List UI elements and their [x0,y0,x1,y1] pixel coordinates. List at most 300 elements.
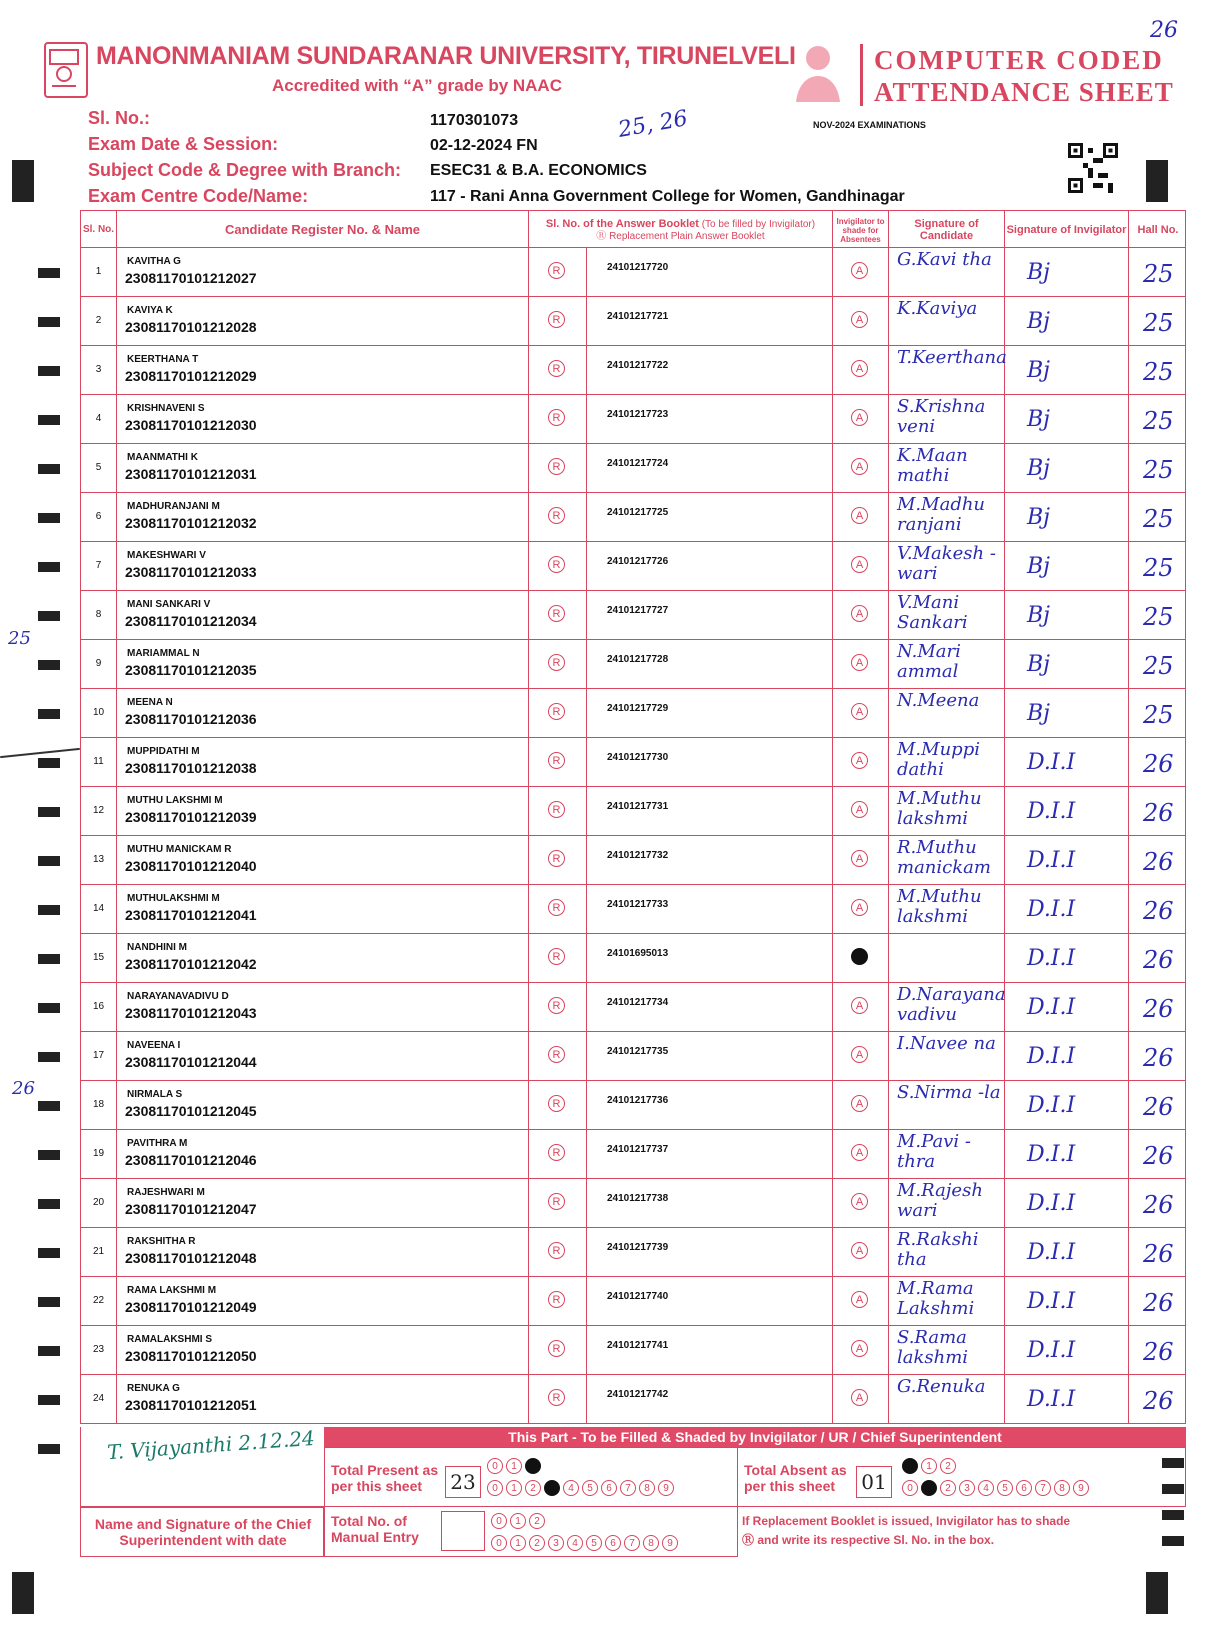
absent-bubble[interactable]: A [851,311,868,328]
total-absent-value: 01 [856,1466,892,1498]
row-hall [1129,248,1187,296]
total-absent-label: Total Absent as per this sheet [744,1462,847,1494]
replacement-bubble[interactable]: R [548,703,565,720]
row-sl: 16 [81,983,117,1031]
register-no: 23081170101212040 [125,858,257,874]
register-no: 23081170101212046 [125,1152,257,1168]
row-replacement [529,542,587,590]
replacement-bubble[interactable]: R [548,850,565,867]
candidate-signature: M.Muthu lakshmi [897,788,982,829]
row-absent [833,983,889,1031]
row-booklet [587,934,833,982]
digit-bubble[interactable]: 1 [510,1513,526,1529]
row-candidate [117,934,529,982]
booklet-no: 24101217725 [607,507,669,518]
row-inv-sig [1005,444,1129,492]
field-value-subject: ESEC31 & B.A. ECONOMICS [430,162,647,179]
digit-bubble[interactable]: 2 [940,1458,956,1474]
manual-units-bubbles [491,1533,681,1551]
register-no: 23081170101212036 [125,711,257,727]
row-absent [833,248,889,296]
hall-no: 26 [1143,1191,1174,1219]
row-candidate [117,640,529,688]
replacement-bubble[interactable]: R [548,1046,565,1063]
table-row [80,493,1186,542]
replacement-bubble[interactable]: R [548,997,565,1014]
candidate-signature: D.Narayana vadivu [897,984,1006,1025]
row-inv-sig [1005,1179,1129,1227]
digit-bubble[interactable]: 5 [997,1480,1013,1496]
row-sl: 17 [81,1032,117,1080]
digit-bubble[interactable]: 9 [662,1535,678,1551]
absent-bubble[interactable]: A [851,556,868,573]
booklet-no: 24101217720 [607,262,669,273]
row-hall [1129,1277,1187,1325]
table-row [80,444,1186,493]
row-sl: 12 [81,787,117,835]
timing-mark [38,1346,60,1356]
register-no: 23081170101212042 [125,956,257,972]
absent-bubble[interactable]: A [851,899,868,916]
row-sl: 18 [81,1081,117,1129]
invigilator-signature: D.I.I [1027,848,1076,873]
row-sl: 15 [81,934,117,982]
candidate-name: MADHURANJANI M [127,501,220,512]
absent-bubble[interactable]: A [851,1095,868,1112]
digit-bubble[interactable]: 1 [506,1480,522,1496]
row-inv-sig [1005,787,1129,835]
present-tens-bubbles [487,1456,544,1474]
table-row [80,591,1186,640]
hall-no: 26 [1143,750,1174,778]
table-row [80,787,1186,836]
candidate-name: RAKSHITHA R [127,1236,196,1247]
digit-bubble[interactable]: 0 [902,1480,918,1496]
row-booklet [587,640,833,688]
row-absent [833,1228,889,1276]
digit-bubble[interactable]: 4 [567,1535,583,1551]
replacement-bubble[interactable]: R [548,1193,565,1210]
session-tag: NOV-2024 EXAMINATIONS [813,120,926,130]
replacement-bubble[interactable]: R [548,801,565,818]
row-cand-sig [889,1375,1005,1423]
absent-bubble[interactable]: A [851,1144,868,1161]
row-absent [833,395,889,443]
booklet-no: 24101217724 [607,458,669,469]
table-row [80,1081,1186,1130]
row-cand-sig [889,1032,1005,1080]
absent-tens-bubbles [902,1456,959,1474]
absent-bubble[interactable]: A [851,997,868,1014]
booklet-no: 24101217727 [607,605,669,616]
digit-bubble[interactable]: 6 [1016,1480,1032,1496]
replacement-bubble[interactable]: R [548,948,565,965]
invigilator-signature: Bj [1027,407,1050,432]
row-replacement [529,591,587,639]
row-cand-sig [889,248,1005,296]
absent-bubble[interactable]: A [851,1046,868,1063]
absent-bubble[interactable]: A [851,1291,868,1308]
row-cand-sig [889,836,1005,884]
register-no: 23081170101212043 [125,1005,257,1021]
field-label-centre: Exam Centre Code/Name: [88,186,309,206]
replacement-bubble[interactable]: R [548,752,565,769]
row-absent [833,1179,889,1227]
row-candidate [117,1179,529,1227]
row-hall [1129,836,1187,884]
digit-bubble[interactable]: 8 [639,1480,655,1496]
row-absent [833,591,889,639]
booklet-no: 24101217732 [607,850,669,861]
invigilator-signature: D.I.I [1027,1387,1076,1412]
digit-bubble[interactable]: 8 [1054,1480,1070,1496]
booklet-no: 24101217734 [607,997,669,1008]
replacement-bubble[interactable]: R [548,1291,565,1308]
row-absent [833,885,889,933]
invigilator-signature: D.I.I [1027,1289,1076,1314]
candidate-name: KRISHNAVENI S [127,403,205,414]
row-candidate [117,1277,529,1325]
row-replacement [529,1277,587,1325]
row-absent [833,1375,889,1423]
row-absent [833,542,889,590]
col-sl: Sl. No. [81,211,117,249]
absent-bubble[interactable]: A [851,1389,868,1406]
col-booklet [529,211,833,249]
timing-mark [38,562,60,572]
row-sl: 7 [81,542,117,590]
row-booklet [587,689,833,737]
row-booklet [587,1081,833,1129]
digit-bubble[interactable]: 3 [959,1480,975,1496]
row-replacement [529,689,587,737]
table-row [80,640,1186,689]
candidate-name: KAVITHA G [127,256,181,267]
replacement-bubble[interactable]: R [548,1095,565,1112]
register-no: 23081170101212034 [125,613,257,629]
replacement-bubble[interactable]: R [548,1389,565,1406]
booklet-no: 24101217721 [607,311,669,322]
row-replacement [529,1179,587,1227]
hall-no: 26 [1143,799,1174,827]
absent-bubble[interactable]: A [851,605,868,622]
row-replacement [529,346,587,394]
timing-mark [38,1395,60,1405]
invigilator-signature: D.I.I [1027,1240,1076,1265]
absent-bubble[interactable]: A [851,262,868,279]
invigilator-signature: Bj [1027,358,1050,383]
digit-bubble[interactable]: 0 [491,1535,507,1551]
register-no: 23081170101212033 [125,564,257,580]
row-sl: 19 [81,1130,117,1178]
booklet-no: 24101217737 [607,1144,669,1155]
table-row [80,738,1186,787]
absent-bubble[interactable]: A [851,507,868,524]
invigilator-signature: Bj [1027,505,1050,530]
row-inv-sig [1005,1375,1129,1423]
digit-bubble[interactable]: 3 [548,1535,564,1551]
col-booklet-title: Sl. No. of the Answer Booklet [545,217,699,230]
row-cand-sig [889,297,1005,345]
invigilator-signature: D.I.I [1027,1093,1076,1118]
row-booklet [587,1277,833,1325]
candidate-signature: K.Maan mathi [897,445,968,486]
invigilator-signature: D.I.I [1027,897,1076,922]
row-sl: 20 [81,1179,117,1227]
founder-portrait-icon [788,40,848,104]
digit-bubble[interactable]: 3 [544,1480,560,1496]
candidate-name: MUTHU MANICKAM R [127,844,232,855]
row-cand-sig [889,983,1005,1031]
timing-mark [38,415,60,425]
replacement-bubble[interactable]: R [548,507,565,524]
register-no: 23081170101212045 [125,1103,257,1119]
candidate-name: NARAYANAVADIVU D [127,991,229,1002]
row-replacement [529,1228,587,1276]
candidate-signature: S.Nirma -la [897,1082,1001,1103]
candidate-signature: G.Kavi tha [897,249,992,270]
corner-marker [12,160,34,202]
row-sl: 6 [81,493,117,541]
row-booklet [587,1179,833,1227]
absent-bubble[interactable]: A [851,458,868,475]
absent-bubble[interactable]: A [851,1340,868,1357]
absent-bubble[interactable]: A [851,752,868,769]
register-no: 23081170101212035 [125,662,257,678]
timing-mark [38,464,60,474]
row-cand-sig [889,1228,1005,1276]
digit-bubble[interactable]: 1 [506,1458,522,1474]
replacement-bubble[interactable]: R [548,1340,565,1357]
absent-bubble[interactable]: A [851,1242,868,1259]
row-inv-sig [1005,1228,1129,1276]
row-booklet [587,346,833,394]
row-hall [1129,689,1187,737]
timing-mark [1162,1510,1184,1520]
table-row [80,689,1186,738]
row-inv-sig [1005,885,1129,933]
absent-bubble[interactable]: A [851,1193,868,1210]
digit-bubble[interactable]: 0 [902,1458,918,1474]
table-row [80,395,1186,444]
qr-code-icon [1068,142,1118,194]
candidate-signature: M.Madhu ranjani [897,494,986,535]
row-inv-sig [1005,983,1129,1031]
replacement-bubble[interactable]: R [548,899,565,916]
digit-bubble[interactable]: 2 [529,1535,545,1551]
field-label-date: Exam Date & Session: [88,134,279,154]
candidate-name: RAMA LAKSHMI M [127,1285,217,1296]
row-absent [833,493,889,541]
col-booklet-sub: Replacement Plain Answer Booklet [609,230,765,242]
row-hall [1129,934,1187,982]
table-row [80,346,1186,395]
row-sl: 8 [81,591,117,639]
digit-bubble[interactable]: 1 [510,1535,526,1551]
hall-no: 26 [1143,946,1174,974]
booklet-no: 24101217731 [607,801,669,812]
table-row [80,836,1186,885]
row-absent [833,738,889,786]
digit-bubble[interactable]: 6 [601,1480,617,1496]
row-booklet [587,885,833,933]
row-cand-sig [889,591,1005,639]
table-row [80,983,1186,1032]
table-row [80,248,1186,297]
row-candidate [117,493,529,541]
table-row [80,1228,1186,1277]
timing-mark [38,317,60,327]
register-no: 23081170101212041 [125,907,257,923]
candidate-name: PAVITHRA M [127,1138,188,1149]
replacement-bubble[interactable]: R [548,605,565,622]
row-absent [833,1326,889,1374]
row-cand-sig [889,689,1005,737]
row-replacement [529,640,587,688]
row-cand-sig [889,787,1005,835]
hall-no: 25 [1143,358,1174,386]
digit-bubble[interactable]: 2 [525,1480,541,1496]
row-sl: 24 [81,1375,117,1423]
timing-mark [38,905,60,915]
replacement-bubble[interactable]: R [548,262,565,279]
hall-no: 25 [1143,456,1174,484]
margin-note-top: 25 [8,628,31,649]
digit-bubble[interactable]: 9 [1073,1480,1089,1496]
row-booklet [587,493,833,541]
absent-bubble[interactable]: A [851,409,868,426]
digit-bubble[interactable]: 7 [620,1480,636,1496]
digit-bubble[interactable]: 6 [605,1535,621,1551]
booklet-no: 24101217738 [607,1193,669,1204]
row-replacement [529,395,587,443]
chief-signature: T. Vijayanthi 2.12.24 [106,1425,316,1465]
digit-bubble[interactable]: 2 [525,1458,541,1474]
row-replacement [529,983,587,1031]
chief-label-box [80,1507,324,1557]
absent-bubble[interactable]: A [851,360,868,377]
row-sl: 5 [81,444,117,492]
candidate-name: RAMALAKSHMI S [127,1334,212,1345]
row-absent [833,640,889,688]
row-absent [833,1277,889,1325]
absent-bubble[interactable]: A [851,801,868,818]
digit-bubble[interactable]: 1 [921,1480,937,1496]
row-candidate [117,1375,529,1423]
table-row [80,542,1186,591]
table-row [80,1277,1186,1326]
candidate-name: NAVEENA I [127,1040,181,1051]
row-sl: 10 [81,689,117,737]
row-candidate [117,346,529,394]
replacement-bubble[interactable]: R [548,360,565,377]
university-logo [44,42,88,98]
candidate-name: MUPPIDATHI M [127,746,200,757]
hall-no: 26 [1143,1044,1174,1072]
digit-bubble[interactable]: 4 [563,1480,579,1496]
candidate-signature: T.Keerthana [897,347,1007,368]
replacement-bubble[interactable]: R [548,1144,565,1161]
absent-bubble[interactable]: A [851,850,868,867]
row-absent [833,787,889,835]
row-absent [833,689,889,737]
booklet-no: 24101217722 [607,360,669,371]
row-inv-sig [1005,346,1129,394]
digit-bubble[interactable]: 0 [491,1513,507,1529]
row-candidate [117,787,529,835]
replacement-bubble[interactable]: R [548,556,565,573]
register-no: 23081170101212044 [125,1054,257,1070]
replacement-bubble[interactable]: R [548,311,565,328]
table-header [80,210,1186,248]
row-candidate [117,836,529,884]
row-hall [1129,885,1187,933]
digit-bubble[interactable]: 2 [529,1513,545,1529]
chief-sig-area [80,1427,324,1507]
row-inv-sig [1005,738,1129,786]
row-replacement [529,836,587,884]
digit-bubble[interactable]: 7 [624,1535,640,1551]
digit-bubble[interactable]: 1 [921,1458,937,1474]
timing-mark [38,1444,60,1454]
absent-bubble[interactable]: A [851,654,868,671]
row-replacement [529,1032,587,1080]
digit-bubble[interactable]: 4 [978,1480,994,1496]
chief-label: Name and Signature of the Chief Superintendent with date [94,1516,312,1548]
digit-bubble[interactable]: 8 [643,1535,659,1551]
row-candidate [117,1326,529,1374]
replacement-bubble[interactable]: R [548,654,565,671]
register-no: 23081170101212047 [125,1201,257,1217]
candidate-signature: S.Krishna veni [897,396,986,437]
row-booklet [587,1130,833,1178]
row-hall [1129,297,1187,345]
digit-bubble[interactable]: 7 [1035,1480,1051,1496]
table-row [80,885,1186,934]
row-cand-sig [889,885,1005,933]
hall-no: 25 [1143,309,1174,337]
replacement-bubble[interactable]: R [548,409,565,426]
row-inv-sig [1005,248,1129,296]
hall-no: 26 [1143,848,1174,876]
invigilator-signature: D.I.I [1027,995,1076,1020]
absent-bubble[interactable]: A [851,703,868,720]
hall-no: 26 [1143,1093,1174,1121]
replacement-bubble[interactable]: R [548,1242,565,1259]
row-hall [1129,493,1187,541]
digit-bubble[interactable]: 9 [658,1480,674,1496]
row-sl: 23 [81,1326,117,1374]
candidate-signature: N.Meena [897,690,980,711]
digit-bubble[interactable]: 0 [487,1480,503,1496]
digit-bubble[interactable]: 5 [586,1535,602,1551]
booklet-no: 24101217733 [607,899,669,910]
field-value-slno: 1170301073 [430,112,519,129]
hall-no: 25 [1143,652,1174,680]
row-replacement [529,885,587,933]
row-booklet [587,591,833,639]
register-no: 23081170101212039 [125,809,257,825]
invigilator-signature: Bj [1027,701,1050,726]
replacement-bubble[interactable]: R [548,458,565,475]
digit-bubble[interactable]: 0 [487,1458,503,1474]
absent-bubble-filled[interactable] [851,948,868,965]
hall-note: 25, 26 [616,106,690,143]
digit-bubble[interactable]: 2 [940,1480,956,1496]
col-hall: Hall No. [1137,224,1179,236]
digit-bubble[interactable]: 5 [582,1480,598,1496]
booklet-no: 24101217726 [607,556,669,567]
